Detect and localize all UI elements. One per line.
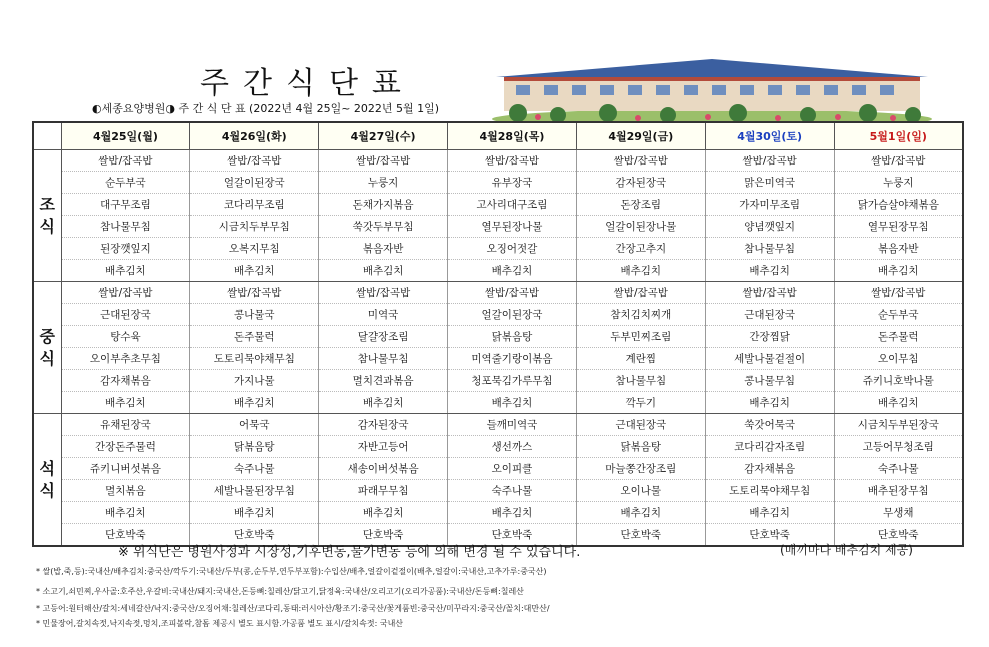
menu-cell: 쌀밥/잡곡밥	[834, 282, 963, 304]
menu-cell: 맑은미역국	[705, 172, 834, 194]
menu-cell: 고사리대구조림	[448, 194, 577, 216]
menu-cell: 배추김치	[705, 260, 834, 282]
menu-cell: 단호박죽	[190, 524, 319, 547]
menu-cell: 마늘쫑간장조림	[576, 458, 705, 480]
menu-cell: 간장찜닭	[705, 326, 834, 348]
menu-cell: 배추김치	[190, 260, 319, 282]
menu-row	[33, 238, 963, 260]
day-header-saturday: 4월30일(토)	[705, 122, 834, 150]
menu-row	[33, 502, 963, 524]
meal-label: 중식	[33, 282, 61, 414]
menu-row	[33, 172, 963, 194]
menu-cell: 단호박죽	[448, 524, 577, 547]
menu-cell: 배추김치	[319, 260, 448, 282]
menu-cell: 양념깻잎지	[705, 216, 834, 238]
menu-cell: 닭볶음탕	[190, 436, 319, 458]
page-title: 주간식단표	[200, 66, 415, 101]
menu-row	[33, 326, 963, 348]
day-header-row	[33, 122, 963, 150]
menu-cell: 순두부국	[834, 304, 963, 326]
menu-cell: 세발나물겉절이	[705, 348, 834, 370]
menu-cell: 무생채	[834, 502, 963, 524]
menu-row	[33, 348, 963, 370]
day-header: 4월28일(목)	[448, 122, 577, 150]
menu-row	[33, 150, 963, 172]
menu-cell: 계란찜	[576, 348, 705, 370]
menu-cell: 배추김치	[319, 392, 448, 414]
menu-cell: 쌀밥/잡곡밥	[190, 150, 319, 172]
menu-cell: 쌀밥/잡곡밥	[448, 150, 577, 172]
menu-cell: 새송이버섯볶음	[319, 458, 448, 480]
change-notice: ※ 위식단은 병원사정과 시장성,기후변동,물가변동 등에 의해 변경 될 수 있습니다.	[118, 545, 581, 560]
menu-row	[33, 260, 963, 282]
menu-cell: 누룽지	[834, 172, 963, 194]
menu-cell: 자반고등어	[319, 436, 448, 458]
menu-cell: 들깨미역국	[448, 414, 577, 436]
building-illustration	[488, 55, 936, 127]
menu-cell: 멸치견과볶음	[319, 370, 448, 392]
day-header: 4월25일(월)	[61, 122, 190, 150]
menu-cell: 콩나물무침	[705, 370, 834, 392]
menu-cell: 단호박죽	[705, 524, 834, 547]
menu-cell: 멸치볶음	[61, 480, 190, 502]
menu-cell: 배추된장무침	[834, 480, 963, 502]
kimchi-notice: (매끼마다 배추김치 제공)	[780, 543, 913, 557]
menu-cell: 미역국	[319, 304, 448, 326]
menu-cell: 감자된장국	[576, 172, 705, 194]
menu-cell: 단호박죽	[61, 524, 190, 547]
menu-cell: 단호박죽	[576, 524, 705, 547]
menu-cell: 도토리묵야채무침	[190, 348, 319, 370]
menu-cell: 숙주나물	[448, 480, 577, 502]
menu-cell: 어묵국	[190, 414, 319, 436]
menu-cell: 쌀밥/잡곡밥	[61, 282, 190, 304]
origin-line: * 민물장어,갈치속젓,낙지속젓,멍치,조피볼락,참돔 제공시 별도 표시함.가공품 별도 표시/갈치속젓: 국내산	[36, 619, 404, 628]
menu-cell: 코다리무조림	[190, 194, 319, 216]
menu-cell: 감자된장국	[319, 414, 448, 436]
menu-row	[33, 414, 963, 436]
menu-cell: 배추김치	[448, 260, 577, 282]
day-header: 4월29일(금)	[576, 122, 705, 150]
menu-cell: 오이피클	[448, 458, 577, 480]
menu-row	[33, 436, 963, 458]
menu-cell: 순두부국	[61, 172, 190, 194]
menu-cell: 오이무침	[834, 348, 963, 370]
menu-cell: 시금치두부무침	[190, 216, 319, 238]
menu-row	[33, 392, 963, 414]
menu-cell: 배추김치	[61, 260, 190, 282]
menu-cell: 참나물무침	[576, 370, 705, 392]
menu-cell: 누룽지	[319, 172, 448, 194]
menu-cell: 배추김치	[834, 392, 963, 414]
menu-row	[33, 370, 963, 392]
menu-cell: 파래무무침	[319, 480, 448, 502]
meal-label: 석식	[33, 414, 61, 547]
menu-cell: 콩나물국	[190, 304, 319, 326]
menu-cell: 생선까스	[448, 436, 577, 458]
menu-cell: 세발나물된장무침	[190, 480, 319, 502]
menu-cell: 쑥갓어묵국	[705, 414, 834, 436]
menu-cell: 쌀밥/잡곡밥	[319, 282, 448, 304]
menu-cell: 배추김치	[576, 260, 705, 282]
menu-cell: 근대된장국	[705, 304, 834, 326]
menu-cell: 열무된장나물	[448, 216, 577, 238]
menu-cell: 오복지무침	[190, 238, 319, 260]
menu-cell: 쌀밥/잡곡밥	[705, 150, 834, 172]
menu-cell: 닭가슴살야채볶음	[834, 194, 963, 216]
menu-cell: 근대된장국	[576, 414, 705, 436]
menu-cell: 오이부추초무침	[61, 348, 190, 370]
menu-cell: 참나물무침	[61, 216, 190, 238]
menu-row	[33, 304, 963, 326]
day-header-sunday: 5월1일(일)	[834, 122, 963, 150]
menu-cell: 쑥갓두부무침	[319, 216, 448, 238]
menu-cell: 참나물무침	[319, 348, 448, 370]
menu-cell: 쌀밥/잡곡밥	[61, 150, 190, 172]
origin-line: * 고등어:원터해산/갈치:세네갈산/낙지:중국산/오징어채:칠레산/코다리,동태:러시아산/황조기:중국산/꽃게품빈:중국산/미꾸라지:중국산/꼴치:대만산/	[36, 604, 550, 613]
menu-cell: 달걀장조림	[319, 326, 448, 348]
menu-cell: 얼갈이된장국	[448, 304, 577, 326]
menu-row	[33, 216, 963, 238]
menu-cell: 배추김치	[576, 502, 705, 524]
menu-cell: 배추김치	[319, 502, 448, 524]
menu-cell: 쌀밥/잡곡밥	[319, 150, 448, 172]
menu-cell: 쌀밥/잡곡밥	[576, 150, 705, 172]
menu-cell: 오징어젓갈	[448, 238, 577, 260]
menu-cell: 대구무조림	[61, 194, 190, 216]
menu-cell: 간장고추지	[576, 238, 705, 260]
menu-cell: 배추김치	[834, 260, 963, 282]
menu-cell: 배추김치	[61, 502, 190, 524]
menu-cell: 고등어무청조림	[834, 436, 963, 458]
menu-cell: 오이나물	[576, 480, 705, 502]
menu-cell: 감자채볶음	[705, 458, 834, 480]
menu-cell: 숙주나물	[190, 458, 319, 480]
menu-cell: 쥬키니호박나물	[834, 370, 963, 392]
menu-cell: 닭볶음탕	[448, 326, 577, 348]
menu-cell: 가지나물	[190, 370, 319, 392]
menu-cell: 탕수육	[61, 326, 190, 348]
menu-cell: 쥬키니버섯볶음	[61, 458, 190, 480]
origin-line: * 소고기,쇠민찌,우사골:호주산,우갈비:국내산/돼지:국내산,돈등뼈:칠레산/닭고기,닭정육:국내산/오리고기(오리가공품):국내산/돈등뼈:칠레산	[36, 587, 524, 596]
menu-cell: 배추김치	[448, 392, 577, 414]
menu-cell: 배추김치	[61, 392, 190, 414]
menu-cell: 가자미무조림	[705, 194, 834, 216]
menu-row	[33, 480, 963, 502]
menu-row	[33, 282, 963, 304]
menu-cell: 볶음자반	[834, 238, 963, 260]
menu-subtitle: ◐세종요양병원◑ 주 간 식 단 표 (2022년 4월 25일~ 2022년 5월 1일)	[92, 102, 440, 115]
menu-cell: 쌀밥/잡곡밥	[834, 150, 963, 172]
menu-cell: 쌀밥/잡곡밥	[705, 282, 834, 304]
origin-line: * 쌀(밥,죽,등):국내산/배추김치:중국산/깍두기:국내산/두부(콩,순두부,연두부포함):수입산/배추,얼갈이겉절이(배추,얼갈이:국내산,고추가루:중국산)	[36, 567, 547, 576]
menu-cell: 열무된장무침	[834, 216, 963, 238]
menu-cell: 돈장조림	[576, 194, 705, 216]
menu-cell: 쌀밥/잡곡밥	[576, 282, 705, 304]
menu-cell: 근대된장국	[61, 304, 190, 326]
day-header: 4월26일(화)	[190, 122, 319, 150]
menu-cell: 돈주물럭	[834, 326, 963, 348]
menu-cell: 닭볶음탕	[576, 436, 705, 458]
menu-cell: 참나물무침	[705, 238, 834, 260]
menu-cell: 미역줄기랑이볶음	[448, 348, 577, 370]
menu-cell: 깍두기	[576, 392, 705, 414]
menu-cell: 배추김치	[705, 502, 834, 524]
menu-cell: 시금치두부된장국	[834, 414, 963, 436]
menu-cell: 배추김치	[705, 392, 834, 414]
menu-row	[33, 458, 963, 480]
menu-cell: 두부민찌조림	[576, 326, 705, 348]
menu-cell: 배추김치	[190, 502, 319, 524]
menu-cell: 볶음자반	[319, 238, 448, 260]
menu-cell: 돈주물럭	[190, 326, 319, 348]
menu-cell: 얼갈이된장나물	[576, 216, 705, 238]
menu-cell: 쌀밥/잡곡밥	[448, 282, 577, 304]
menu-cell: 단호박죽	[319, 524, 448, 547]
header-corner	[33, 122, 61, 150]
meal-label: 조식	[33, 150, 61, 282]
menu-cell: 배추김치	[448, 502, 577, 524]
menu-cell: 감자채볶음	[61, 370, 190, 392]
menu-cell: 참치김치찌개	[576, 304, 705, 326]
weekly-menu-table	[32, 121, 964, 547]
menu-cell: 도토리묵야채무침	[705, 480, 834, 502]
menu-cell: 배추김치	[190, 392, 319, 414]
menu-cell: 된장깻잎지	[61, 238, 190, 260]
menu-cell: 간장돈주물럭	[61, 436, 190, 458]
day-header: 4월27일(수)	[319, 122, 448, 150]
menu-cell: 돈채가지볶음	[319, 194, 448, 216]
menu-cell: 유채된장국	[61, 414, 190, 436]
menu-cell: 유부장국	[448, 172, 577, 194]
menu-cell: 숙주나물	[834, 458, 963, 480]
menu-cell: 코다리감자조림	[705, 436, 834, 458]
menu-cell: 청포묵김가루무침	[448, 370, 577, 392]
menu-cell: 쌀밥/잡곡밥	[190, 282, 319, 304]
menu-row	[33, 194, 963, 216]
menu-cell: 얼갈이된장국	[190, 172, 319, 194]
menu-cell: 단호박죽	[834, 524, 963, 547]
